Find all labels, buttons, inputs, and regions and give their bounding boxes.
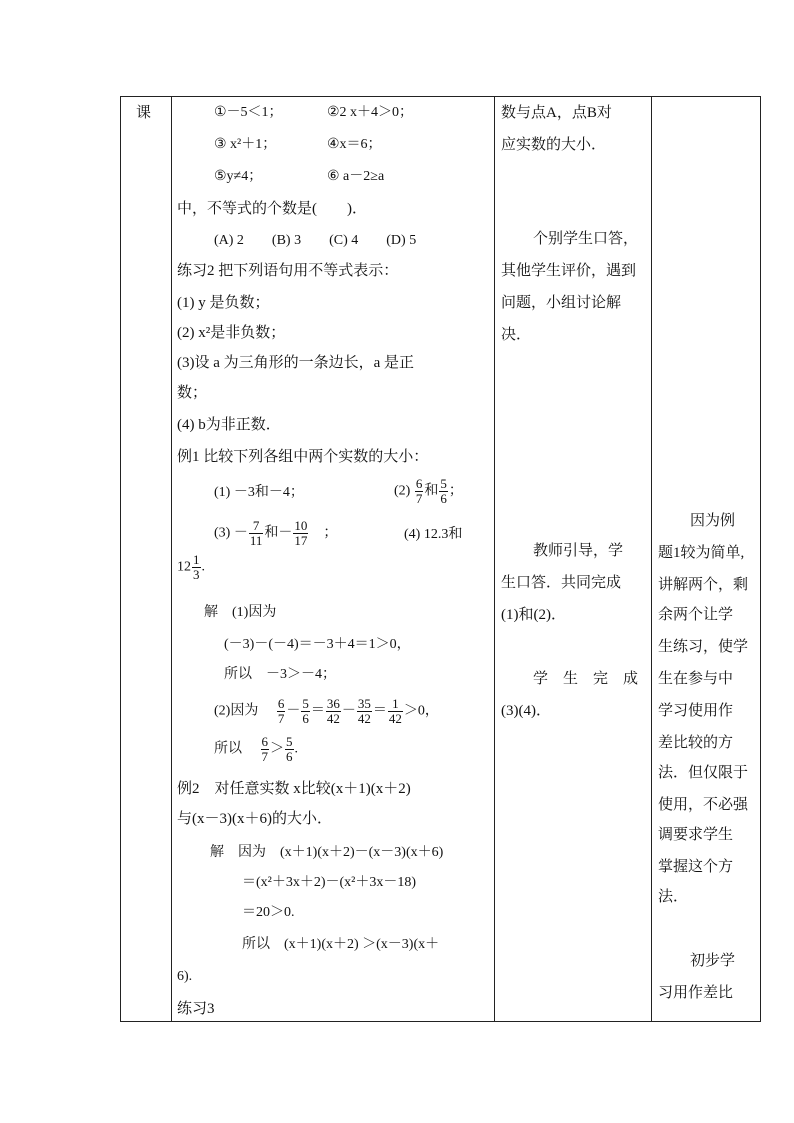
section-label-cell (121, 97, 172, 1022)
fraction: $\frac{5}{6}$ (440, 476, 447, 506)
example-1-title: 例1 比较下列各组中两个实数的大小： (177, 449, 429, 465)
teaching-content-cell (172, 97, 495, 1022)
example-2-solution-5: 6). (177, 969, 193, 984)
student-activity-cell (495, 97, 652, 1022)
fraction: $\frac{7}{11}$ (249, 518, 263, 548)
notes-line-7: 学习使用作 (658, 703, 734, 719)
notes-line-6: 生在参与中 (658, 671, 734, 687)
exercise-2-item-2: (2) x²是非负数； (177, 325, 286, 341)
activity-p2-line-1: 个别学生口答， (533, 231, 639, 247)
solution-1-line: (－3)－(－4)＝－3＋4＝1＞0， (224, 637, 411, 652)
exercise-2-item-3b: 数； (177, 385, 208, 401)
example-2-solution-3: ＝20＞0. (242, 905, 295, 920)
exercise-2-item-1: (1) y 是负数； (177, 295, 270, 311)
design-notes-cell (652, 97, 761, 1022)
solution-2-line: (2)因为 $\frac{6}{7}$ － $\frac{5}{6}$ ＝ $\frac{36}{42}$ － $\frac{35}{42}$ ＝ $\frac{1}{42}$ ＞0， (214, 696, 439, 726)
activity-p3-line-3: (1)和(2)． (501, 607, 566, 623)
notes-line-12: 掌握这个方 (658, 859, 734, 875)
item-3: ③ x²＋1； (214, 137, 277, 152)
notes-line-14: 初步学 (690, 953, 736, 969)
notes-line-4: 余两个让学 (658, 607, 734, 623)
activity-p2-line-2: 其他学生评价，遇到 (501, 263, 637, 279)
exercise-2-title: 练习2 把下列语句用不等式表示： (177, 263, 399, 279)
example-1-item-4-cont: 12 $\frac{1}{3}$ . (177, 552, 205, 582)
table-row (121, 97, 761, 1022)
solution-1-conclusion: 所以 －3＞－4； (224, 667, 336, 682)
notes-line-11: 调要求学生 (658, 827, 734, 843)
fraction: $\frac{6}{7}$ (415, 476, 423, 506)
notes-line-1: 因为例 (690, 513, 736, 529)
question-text: 中，不等式的个数是( )． (177, 201, 367, 217)
fraction: $\frac{36}{42}$ (326, 696, 340, 726)
notes-line-15: 习用作差比 (658, 985, 734, 1001)
fraction: $\frac{1}{42}$ (388, 696, 402, 726)
notes-line-3: 讲解两个，剩 (658, 577, 749, 593)
lesson-plan-table (120, 96, 761, 1022)
fraction: $\frac{35}{42}$ (357, 696, 371, 726)
activity-p2-line-4: 决． (501, 327, 532, 343)
notes-line-8: 差比较的方 (658, 735, 734, 751)
fraction: $\frac{1}{3}$ (193, 552, 200, 582)
fraction: $\frac{5}{6}$ (286, 734, 293, 764)
fraction: $\frac{10}{17}$ (294, 518, 308, 548)
activity-line-1: 数与点A，点B对 (501, 105, 612, 121)
item-5: ⑤y≠4； (214, 169, 263, 184)
fraction: $\frac{5}{6}$ (302, 696, 309, 726)
activity-line-2: 应实数的大小． (501, 137, 607, 153)
example-2-solution-2: ＝(x²＋3x＋2)－(x²＋3x－18) (242, 875, 417, 890)
activity-p2-line-3: 问题，小组讨论解 (501, 295, 622, 311)
section-label: 课 (136, 105, 152, 121)
solution-1-title: 解 (1)因为 (204, 605, 277, 620)
exercise-2-item-4: (4) b为非正数． (177, 417, 281, 433)
activity-p4-line-2: (3)(4)． (501, 703, 551, 719)
example-2-line-2: 与(x－3)(x＋6)的大小． (177, 811, 332, 827)
fraction: $\frac{6}{7}$ (261, 734, 268, 764)
item-6: ⑥ a－2≥a (327, 169, 385, 184)
notes-line-9: 法．但仅限于 (658, 765, 749, 781)
example-2-solution-4: 所以 (x＋1)(x＋2) ＞(x－3)(x＋ (242, 937, 440, 952)
activity-p3-line-1: 教师引导，学 (533, 543, 624, 559)
item-2: ②2 x＋4＞0； (327, 105, 414, 120)
exercise-3-title: 练习3 (177, 1001, 215, 1017)
notes-line-10: 使用，不必强 (658, 797, 749, 813)
example-1-item-4: (4) 12.3和 (404, 527, 463, 542)
solution-2-conclusion: 所以 $\frac{6}{7}$ ＞ $\frac{5}{6}$ . (214, 734, 298, 764)
example-1-item-1: (1) －3和－4； (214, 485, 304, 500)
item-1: ①－5＜1； (214, 105, 283, 120)
activity-p3-line-2: 生口答．共同完成 (501, 575, 622, 591)
example-1-item-3: (3) － $\frac{7}{11}$ 和－ $\frac{10}{17}$ ； (214, 518, 338, 548)
example-2-line-1: 例2 对任意实数 x比较(x＋1)(x＋2) (177, 781, 411, 797)
item-4: ④x＝6； (327, 137, 382, 152)
notes-line-13: 法． (658, 889, 689, 905)
example-2-solution-1: 解 因为 (x＋1)(x＋2)－(x－3)(x＋6) (210, 845, 444, 860)
fraction: $\frac{6}{7}$ (277, 696, 285, 726)
notes-line-2: 题1较为简单, (658, 545, 745, 561)
answer-choices: (A) 2 (B) 3 (C) 4 (D) 5 (214, 233, 417, 248)
exercise-2-item-3a: (3)设 a 为三角形的一条边长，a 是正 (177, 355, 415, 371)
notes-line-5: 生练习，使学 (658, 639, 749, 655)
example-1-item-2: (2) $\frac{6}{7}$ 和 $\frac{5}{6}$ ； (394, 476, 463, 506)
activity-p4-line-1: 学 生 完 成 (533, 671, 639, 687)
